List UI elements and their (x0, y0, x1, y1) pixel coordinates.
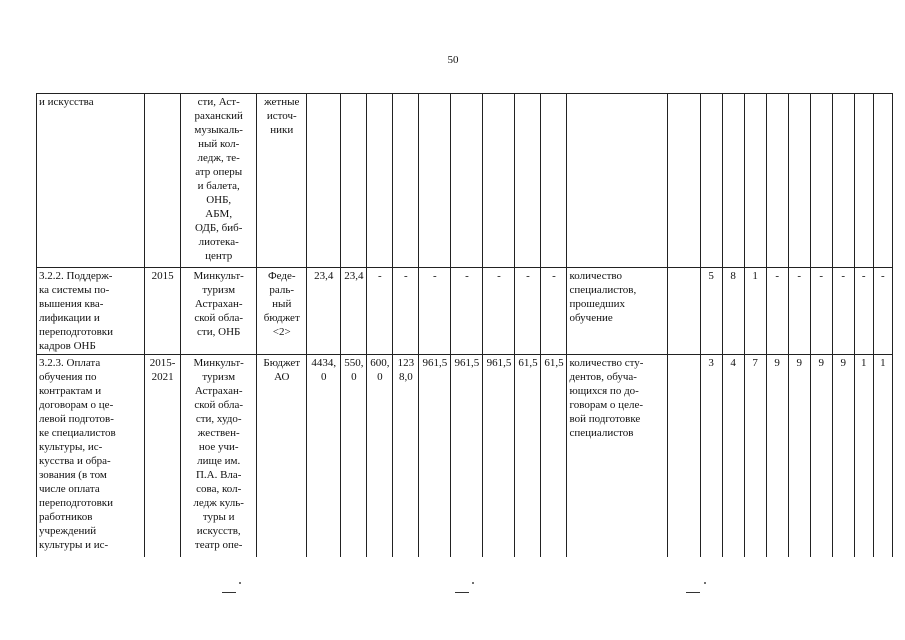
amount-cell: 600,0 (367, 355, 393, 558)
indicator-value-cell (744, 94, 766, 268)
indicator-value-cell (700, 94, 722, 268)
amount-cell (515, 94, 541, 268)
amount-cell: 61,5 (515, 355, 541, 558)
scan-mark-1 (222, 592, 236, 593)
years-cell: 2015 (145, 268, 181, 355)
amount-cell (341, 94, 367, 268)
indicator-cell: количество специалистов, прошедших обучение (567, 268, 667, 355)
indicator-value-cell (667, 94, 700, 268)
indicator-value-cell: - (832, 268, 854, 355)
funding-source-cell: жетные источ- ники (257, 94, 307, 268)
amount-cell: - (419, 268, 451, 355)
executor-cell: сти, Аст- раханский музыкаль- ный кол- ледж, те- атр оперы и балета, ОНБ, АБМ, ОДБ, биб- лиотека- центр (181, 94, 257, 268)
funding-source-cell: Бюджет АО (257, 355, 307, 558)
amount-cell: 4434,0 (307, 355, 341, 558)
funding-source-cell: Феде- раль- ный бюджет <2> (257, 268, 307, 355)
amount-cell: - (515, 268, 541, 355)
amount-cell: - (483, 268, 515, 355)
table-row (37, 268, 893, 355)
indicator-cell (567, 94, 667, 268)
indicator-value-cell: - (810, 268, 832, 355)
amount-cell (483, 94, 515, 268)
indicator-value-cell: - (854, 268, 873, 355)
event-name-cell: 3.2.3. Оплата обучения по контрактам и договорам о це- левой подготов- ке специалистов культуры, ис- кусства и обра- зования (в том числе оплата переподготовки работников учреждений культуры и ис- (37, 355, 145, 558)
amount-cell (393, 94, 419, 268)
amount-cell: 961,5 (483, 355, 515, 558)
table-row (37, 355, 893, 558)
indicator-value-cell: 1 (744, 268, 766, 355)
indicator-value-cell (722, 94, 744, 268)
scan-dot-1 (239, 582, 241, 584)
indicator-value-cell: 9 (766, 355, 788, 558)
program-table (36, 93, 893, 557)
amount-cell: 961,5 (419, 355, 451, 558)
executor-cell: Минкульт- туризм Астрахан- ской обла- сти, ОНБ (181, 268, 257, 355)
scan-mark-2 (455, 592, 469, 593)
indicator-value-cell: - (788, 268, 810, 355)
amount-cell (419, 94, 451, 268)
amount-cell: 61,5 (541, 355, 567, 558)
indicator-value-cell (810, 94, 832, 268)
indicator-value-cell (854, 94, 873, 268)
indicator-value-cell: 3 (700, 355, 722, 558)
table-row (37, 94, 893, 268)
indicator-value-cell: - (766, 268, 788, 355)
amount-cell: 961,5 (451, 355, 483, 558)
event-name-cell: и искусства (37, 94, 145, 268)
executor-cell: Минкульт- туризм Астрахан- ской обла- сти, худо- жествен- ное учи- лище им. П.А. Вла- сова, кол- ледж куль- туры и искусств, театр опе- (181, 355, 257, 558)
amount-cell: 23,4 (341, 268, 367, 355)
page-number: 50 (447, 54, 459, 66)
indicator-value-cell: 8 (722, 268, 744, 355)
indicator-value-cell: 7 (744, 355, 766, 558)
indicator-value-cell: 9 (810, 355, 832, 558)
amount-cell: - (451, 268, 483, 355)
indicator-value-cell: 9 (832, 355, 854, 558)
indicator-cell: количество сту- дентов, обуча- ющихся по до- говорам о целе- вой подготовке специалистов (567, 355, 667, 558)
indicator-value-cell (667, 355, 700, 558)
amount-cell (367, 94, 393, 268)
years-cell: 2015- 2021 (145, 355, 181, 558)
scan-mark-3 (686, 592, 700, 593)
indicator-value-cell: - (873, 268, 892, 355)
indicator-value-cell: 9 (788, 355, 810, 558)
scan-dot-2 (472, 582, 474, 584)
years-cell (145, 94, 181, 268)
indicator-value-cell: 1 (873, 355, 892, 558)
amount-cell: 1238,0 (393, 355, 419, 558)
amount-cell: 23,4 (307, 268, 341, 355)
indicator-value-cell (766, 94, 788, 268)
amount-cell (541, 94, 567, 268)
amount-cell (307, 94, 341, 268)
indicator-value-cell: 4 (722, 355, 744, 558)
event-name-cell: 3.2.2. Поддерж- ка системы по- вышения ква- лификации и переподготовки кадров ОНБ (37, 268, 145, 355)
indicator-value-cell (832, 94, 854, 268)
amount-cell: 550,0 (341, 355, 367, 558)
indicator-value-cell: 5 (700, 268, 722, 355)
amount-cell (451, 94, 483, 268)
amount-cell: - (367, 268, 393, 355)
amount-cell: - (541, 268, 567, 355)
amount-cell: - (393, 268, 419, 355)
indicator-value-cell (873, 94, 892, 268)
indicator-value-cell: 1 (854, 355, 873, 558)
indicator-value-cell (788, 94, 810, 268)
indicator-value-cell (667, 268, 700, 355)
scan-dot-3 (704, 582, 706, 584)
